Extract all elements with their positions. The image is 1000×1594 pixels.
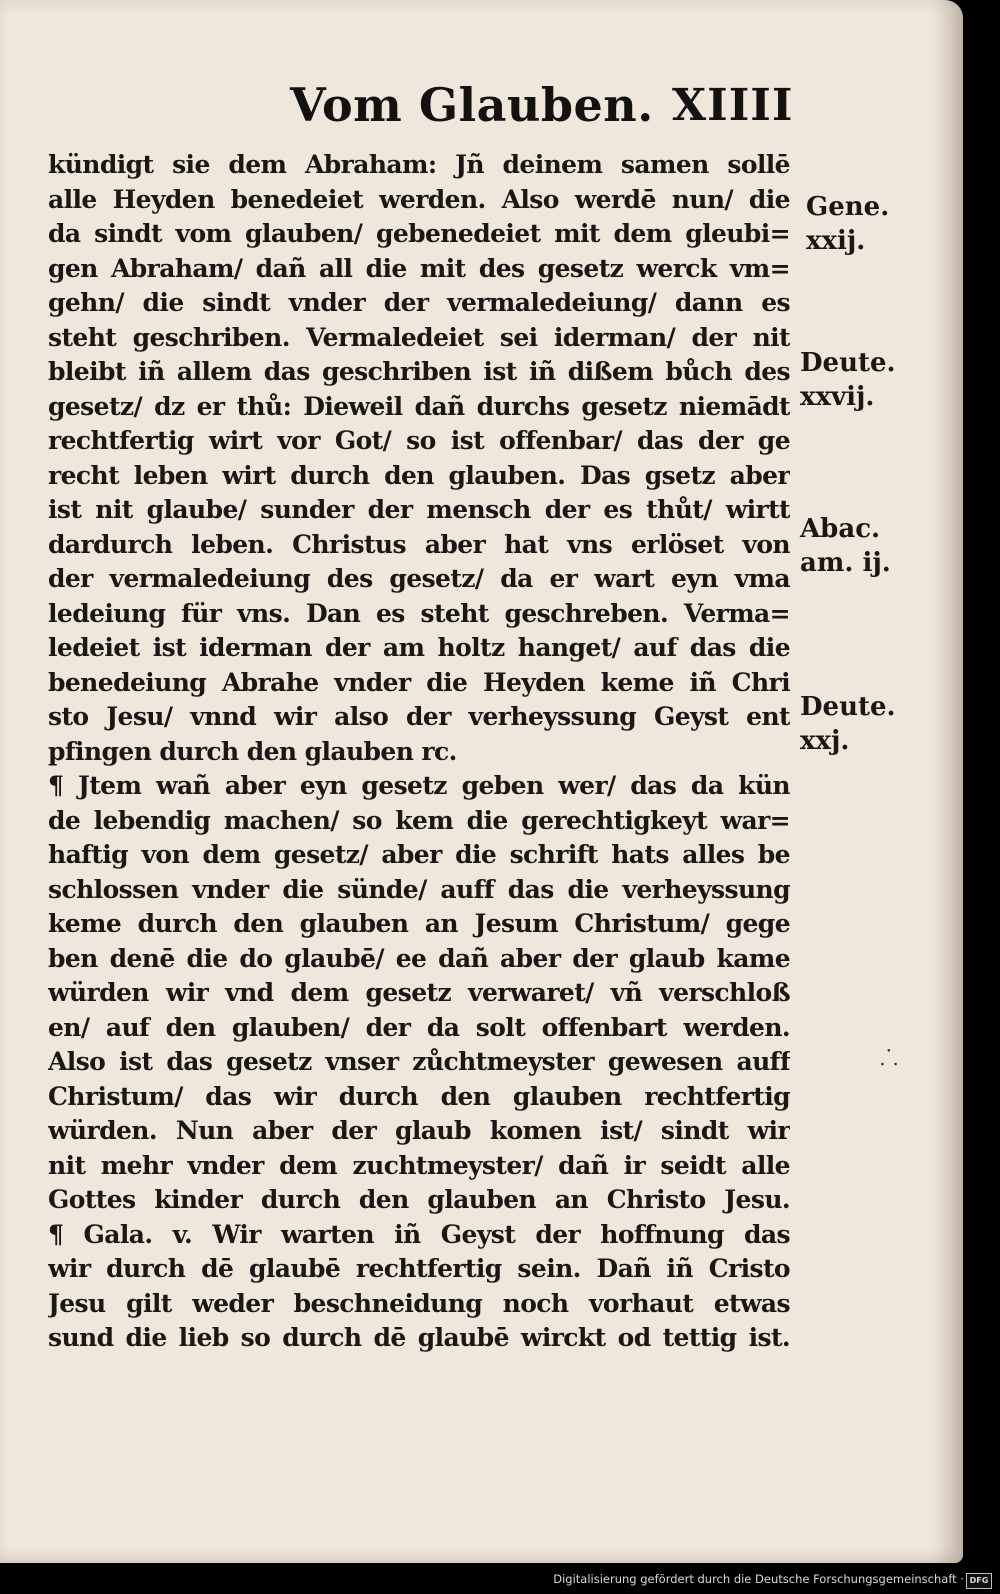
text-line: alle Heyden benedeiet werden. Also werdē nun/ die: [48, 184, 790, 214]
text-line: ¶ Gala. v. Wir warten iñ Geyst der hoffnung das: [48, 1219, 790, 1249]
text-line: schlossen vnder die sünde/ auff das die verheyssung: [48, 874, 790, 904]
text-line: wir durch dē glaubē rechtfertig sein. Dañ iñ Cristo: [48, 1254, 790, 1283]
margin-note-line: Abac.: [800, 514, 881, 544]
text-line: ¶ Jtem wañ aber eyn gesetz geben wer/ das da kün: [48, 771, 790, 800]
margin-note-line: xxj.: [800, 726, 850, 756]
text-line: dardurch leben. Christus aber hat vns erlöset von: [48, 529, 790, 559]
text-line: kündigt sie dem Abraham: Jñ deinem samen sollē: [48, 150, 790, 179]
margin-note-line: am. ij.: [800, 548, 891, 578]
text-line: gen Abraham/ dañ all die mit des gesetz werck vm=: [48, 253, 790, 283]
margin-note-line: Deute.: [800, 692, 896, 722]
text-line: würden wir vnd dem gesetz verwaret/ vñ verschloß: [48, 978, 790, 1007]
margin-note: [800, 690, 910, 758]
text-line: bleibt iñ allem das geschriben ist iñ dißem bůch des: [48, 357, 790, 386]
text-line: ist nit glaube/ sunder der mensch der es thůt/ wirtt: [48, 495, 790, 524]
text-line: würden. Nun aber der glaub komen ist/ sindt wir: [48, 1116, 790, 1145]
margin-note-line: Gene.: [806, 192, 890, 222]
text-line: sund die lieb so durch dē glaubē wirckt od tettig ist.: [48, 1323, 790, 1352]
text-line: ledeiung für vns. Dan es steht geschreben. Verma=: [48, 598, 790, 628]
margin-note-line: xxvij.: [800, 382, 875, 412]
printer-mark-icon: ⸫: [880, 1046, 899, 1071]
text-line: ben denē die do glaubē/ ee dañ aber der glaub kame: [48, 943, 790, 973]
folio-number: XIIII: [672, 80, 794, 131]
text-line: Jesu gilt weder beschneidung noch vorhaut etwas: [48, 1288, 790, 1318]
text-line: recht leben wirt durch den glauben. Das gsetz aber: [48, 460, 790, 490]
text-line: steht geschriben. Vermaledeiet sei iderman/ der nit: [48, 322, 790, 352]
text-line: pfingen durch den glauben rc.: [48, 736, 457, 766]
text-line: de lebendig machen/ so kem die gerechtigkeyt war=: [48, 805, 790, 835]
text-line: Also ist das gesetz vnser zůchtmeyster gewesen auff: [48, 1047, 790, 1076]
dfg-logo: DFG: [966, 1573, 992, 1589]
margin-note: [806, 190, 916, 258]
text-line: sto Jesu/ vnnd wir also der verheyssung Geyst ent: [48, 702, 790, 731]
text-line: gesetz/ dz er thů: Dieweil dañ durchs gesetz niemādt: [48, 391, 790, 421]
text-line: ledeiet ist iderman der am holtz hanget/ auf das die: [48, 633, 790, 662]
body-text: [48, 148, 790, 1356]
margin-note-line: xxij.: [806, 226, 866, 256]
text-line: haftig von dem gesetz/ aber die schrift hats alles be: [48, 840, 790, 869]
text-line: Christum/ das wir durch den glauben rechtfertig: [48, 1081, 790, 1111]
text-line: der vermaledeiung des gesetz/ da er wart eyn vma: [48, 564, 790, 593]
text-line: da sindt vom glauben/ gebenedeiet mit dem gleubi=: [48, 219, 790, 248]
margin-note: [800, 512, 910, 580]
margin-note: [800, 346, 910, 414]
text-line: rechtfertig wirt vor Got/ so ist offenbar/ das der ge: [48, 426, 790, 455]
text-line: en/ auf den glauben/ der da solt offenbart werden.: [48, 1012, 790, 1042]
text-line: benedeiung Abrahe vnder die Heyden keme iñ Chri: [48, 667, 790, 697]
digitization-credit: Digitalisierung gefördert durch die Deutsche Forschungsgemeinschaft ·: [553, 1572, 964, 1586]
margin-note-line: Deute.: [800, 348, 896, 378]
text-line: nit mehr vnder dem zuchtmeyster/ dañ ir seidt alle: [48, 1150, 790, 1180]
text-line: keme durch den glauben an Jesum Christum/ gege: [48, 909, 790, 938]
running-title: Vom Glauben.: [290, 78, 654, 132]
text-line: Gottes kinder durch den glauben an Christo Jesu.: [48, 1185, 790, 1214]
text-line: gehn/ die sindt vnder der vermaledeiung/ dann es: [48, 288, 790, 317]
